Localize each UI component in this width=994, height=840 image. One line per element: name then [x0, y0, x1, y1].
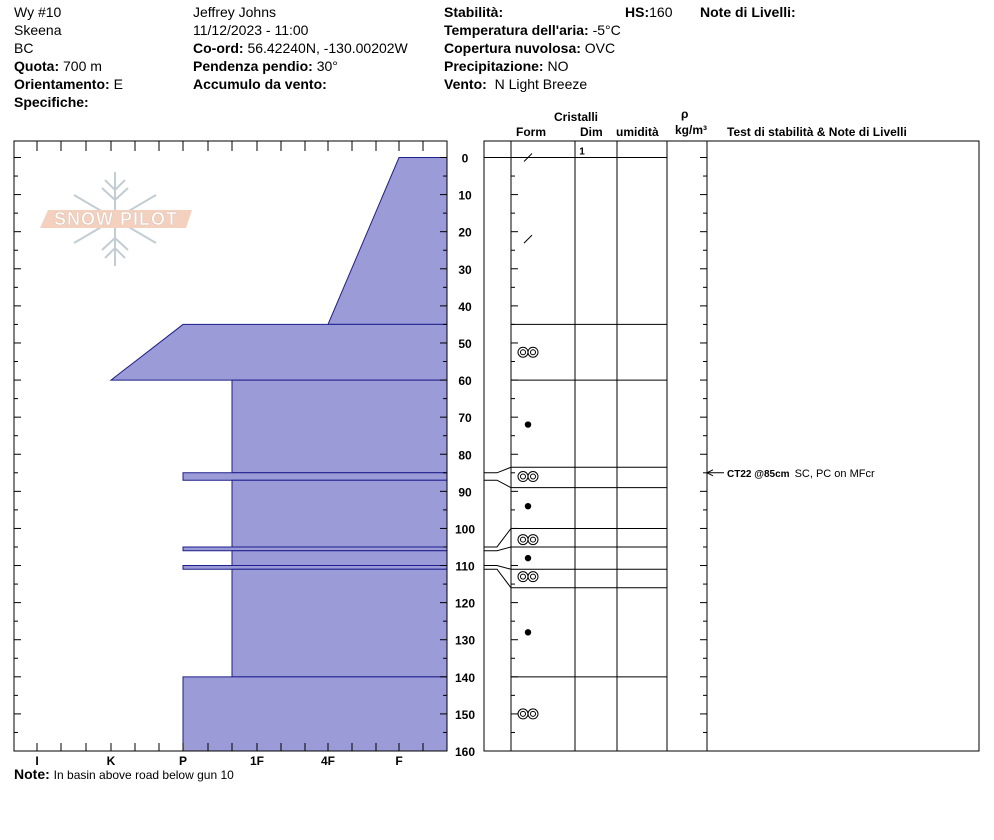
- melt-form-ring-icon: [521, 537, 526, 542]
- layer-table-frame: [484, 141, 979, 751]
- crystal-form-symbol: [518, 535, 538, 545]
- rho-header: ρ: [681, 107, 689, 121]
- coord-value: 56.42240N, -130.00202W: [247, 40, 408, 56]
- crystal-form-symbol: [518, 347, 538, 357]
- melt-form-ring-icon: [531, 350, 536, 355]
- precip-value: NO: [547, 58, 569, 74]
- melt-form-ring-icon: [531, 711, 536, 716]
- melt-form-ring-icon: [518, 535, 528, 545]
- aspect-label: Orientamento:: [14, 76, 110, 92]
- observer-name: Jeffrey Johns: [193, 4, 277, 20]
- layer-connector-line: [484, 467, 511, 473]
- layer-table: [484, 147, 875, 719]
- air-temp-label: Temperatura dell'aria:: [444, 22, 589, 38]
- rounded-grains-icon: [525, 555, 531, 561]
- depth-tick-label: 140: [454, 670, 476, 685]
- hardness-layer: [183, 473, 447, 480]
- stability-test-note: SC, PC on MFcr: [794, 467, 875, 480]
- hardness-layer: [111, 324, 447, 380]
- melt-form-ring-icon: [518, 472, 528, 482]
- size-header: Dim: [580, 125, 603, 139]
- crystal-form-symbol: [525, 555, 531, 561]
- hardness-layer: [328, 158, 447, 325]
- elevation-value: 700 m: [63, 58, 102, 74]
- hardness-axis-label: 1F: [249, 754, 265, 768]
- depth-tick-label: 20: [458, 225, 472, 240]
- hs-value: 160: [649, 4, 673, 20]
- depth-tick-label: 60: [458, 374, 472, 389]
- density-unit-header: kg/m³: [675, 123, 708, 137]
- sky-label: Copertura nuvolosa:: [444, 40, 581, 56]
- crystal-form-symbol: [518, 472, 538, 482]
- note-label: Note:: [14, 766, 50, 782]
- specifics-label: Specifiche:: [14, 94, 89, 110]
- hardness-axis-label: K: [106, 754, 116, 768]
- hardness-layer: [232, 380, 447, 473]
- hardness-layer: [183, 547, 447, 551]
- melt-form-ring-icon: [528, 472, 538, 482]
- crystal-form-symbol: [525, 421, 531, 427]
- hardness-axis-label: 4F: [320, 754, 336, 768]
- depth-tick-label: 100: [454, 522, 476, 537]
- depth-tick-label: 0: [461, 151, 469, 166]
- layer-connector-line: [484, 547, 511, 551]
- crystal-size-value: 1: [579, 146, 585, 158]
- depth-tick-label: 150: [454, 707, 476, 722]
- layer-connector-line: [484, 569, 511, 588]
- crystal-form-symbol: [524, 235, 532, 243]
- hardness-layer: [232, 569, 447, 677]
- layer-connector-line: [484, 528, 511, 547]
- slope-value: 30°: [316, 58, 338, 74]
- stability-test-code: CT22 @85cm: [727, 468, 790, 480]
- hardness-layer: [232, 480, 447, 547]
- melt-form-ring-icon: [521, 474, 526, 479]
- wind-loading-label: Accumulo da vento:: [193, 76, 327, 92]
- stability-test-label: [727, 468, 875, 480]
- depth-tick-label: 70: [458, 411, 472, 426]
- depth-tick-label: 50: [458, 336, 472, 351]
- melt-form-ring-icon: [528, 535, 538, 545]
- note-text: In basin above road below gun 10: [53, 768, 234, 782]
- depth-tick-label: 160: [454, 745, 476, 759]
- melt-form-ring-icon: [518, 572, 528, 582]
- hardness-profile: [111, 158, 447, 752]
- melt-form-ring-icon: [528, 709, 538, 719]
- chart-frames: [14, 141, 979, 751]
- layer-connector-line: [484, 480, 511, 487]
- crystal-form-symbol: [518, 709, 538, 719]
- hs-label: HS:: [625, 4, 650, 20]
- melt-form-ring-icon: [521, 574, 526, 579]
- hardness-layer: [183, 677, 447, 751]
- hardness-axis-label: P: [178, 754, 188, 768]
- melt-form-ring-icon: [531, 537, 536, 542]
- crystal-form-symbol: [525, 503, 531, 509]
- form-header: Form: [516, 125, 546, 139]
- depth-tick-label: 40: [458, 299, 472, 314]
- sky-value: OVC: [584, 40, 616, 56]
- melt-form-ring-icon: [528, 347, 538, 357]
- crystal-form-symbol: [518, 572, 538, 582]
- depth-tick-label: 80: [458, 448, 472, 463]
- melt-form-ring-icon: [521, 350, 526, 355]
- depth-tick-label: 30: [458, 262, 472, 277]
- moisture-header: umidità: [616, 125, 659, 139]
- tests-header: Test di stabilità & Note di Livelli: [727, 125, 907, 139]
- site-name: Wy #10: [14, 4, 62, 20]
- depth-tick-label: 120: [454, 596, 476, 611]
- elevation-label: Quota:: [14, 58, 60, 74]
- coord-label: Co-ord:: [193, 40, 244, 56]
- rounded-grains-icon: [525, 503, 531, 509]
- melt-form-ring-icon: [518, 347, 528, 357]
- precip-label: Precipitazione:: [444, 58, 544, 74]
- hardness-axis-label: F: [395, 754, 403, 768]
- depth-tick-label: 130: [454, 633, 476, 648]
- hardness-axis-label: I: [35, 754, 39, 768]
- logo-text: SNOW PILOT: [54, 209, 178, 229]
- region-name: BC: [14, 40, 34, 56]
- wind-value: N Light Breeze: [494, 76, 588, 92]
- depth-tick-label: 110: [455, 559, 475, 574]
- area-name: Skeena: [14, 22, 62, 38]
- snowpilot-logo: [40, 172, 192, 266]
- melt-form-ring-icon: [531, 474, 536, 479]
- wind-label: Vento:: [444, 76, 487, 92]
- slope-label: Pendenza pendio:: [193, 58, 313, 74]
- melt-form-ring-icon: [531, 574, 536, 579]
- air-temp-value: -5°C: [592, 22, 621, 38]
- hardness-layer: [232, 551, 447, 566]
- crystal-form-symbol: [525, 629, 531, 635]
- observation-datetime: 11/12/2023 - 11:00: [193, 22, 309, 38]
- layer-connector-line: [484, 566, 511, 570]
- aspect-value: E: [113, 76, 123, 92]
- layer-notes-label: Note di Livelli:: [700, 4, 796, 20]
- precipitation-particles-icon: [524, 235, 532, 243]
- stability-label: Stabilità:: [444, 4, 504, 20]
- depth-tick-label: 90: [458, 485, 472, 500]
- hardness-layer: [183, 566, 447, 570]
- melt-form-ring-icon: [518, 709, 528, 719]
- melt-form-ring-icon: [528, 572, 538, 582]
- melt-form-ring-icon: [521, 711, 526, 716]
- depth-tick-label: 10: [458, 188, 472, 203]
- crystals-header: Cristalli: [554, 110, 599, 124]
- rounded-grains-icon: [525, 629, 531, 635]
- rounded-grains-icon: [525, 421, 531, 427]
